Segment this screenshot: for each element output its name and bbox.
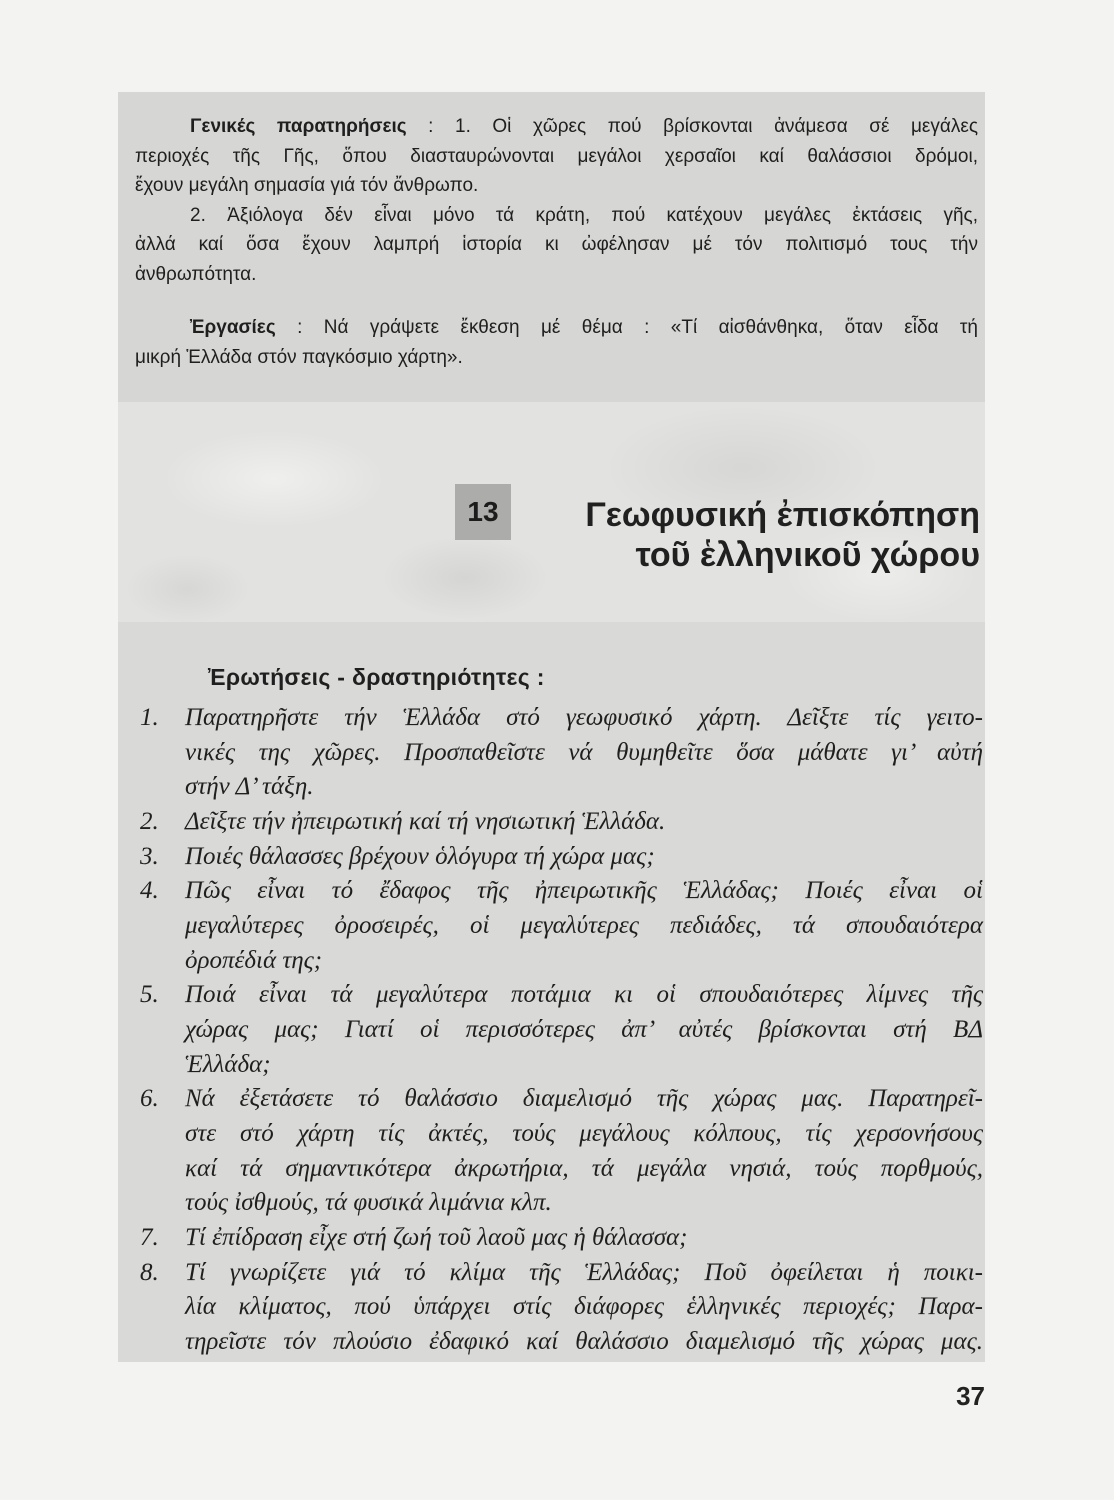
question-text [185,978,983,1082]
question-text [185,874,983,978]
question-line: λία κλίματος, πού ὑπάρχει στίς διάφορες ἑλληνικές περιοχές; Παρα- [185,1293,983,1321]
question-line: χώρας μας; Γιατί οἱ περισσότερες ἀπ’ αὐτές βρίσκονται στή ΒΔ [185,1015,983,1043]
question-number: 6. [140,1085,159,1113]
question-text [185,1221,983,1256]
question-item-8 [118,1256,985,1360]
general-notes-label: Γενικές παρατηρήσεις [190,116,407,137]
notes-text [135,112,978,372]
question-number: 8. [140,1258,159,1286]
chapter-number-badge: 13 [455,484,511,540]
question-item-4 [118,874,985,978]
general-notes-line-5: ἀλλά καί ὅσα ἔχουν λαμπρή ἱστορία κι ὠφέλησαν μέ τόν πολιτισμό τους τήν [135,234,978,256]
general-notes-line-2: περιοχές τῆς Γῆς, ὅπου διασταυρώνονται μεγάλοι χερσαῖοι καί θαλάσσιοι δρόμοι, [135,145,978,167]
question-line: Δεῖξτε τήν ἠπειρωτική καί τή νησιωτική Ἑλλάδα. [185,807,666,835]
general-notes-text: : 1. Οἱ χῶρες πού βρίσκονται ἀνάμεσα σέ μεγάλες [406,116,978,137]
question-line: στήν Δ’ τάξη. [185,773,314,801]
question-line: ὀροπέδιά της; [185,946,323,974]
question-number: 3. [140,842,159,870]
question-line: νικές της χῶρες. Προσπαθεῖστε νά θυμηθεῖτε ὅσα μάθατε γι’ αὐτή [185,738,983,766]
question-line: Ποιές θάλασσες βρέχουν ὁλόγυρα τή χώρα μας; [185,842,655,870]
chapter-title-line-1: Γεωφυσική ἐπισκόπηση [585,496,980,534]
question-item-7 [118,1221,985,1256]
question-line: Τί γνωρίζετε γιά τό κλίμα τῆς Ἑλλάδας; Ποῦ ὀφείλεται ἡ ποικι- [185,1258,983,1286]
question-line: καί τά σημαντικότερα ἀκρωτήρια, τά μεγάλα νησιά, τούς πορθμούς, [185,1154,983,1182]
question-item-3 [118,840,985,875]
questions-list [118,701,985,1359]
question-line: τηρεῖστε τόν πλούσιο ἐδαφικό καί θαλάσσιο διαμελισμό τῆς χώρας μας. [185,1327,983,1355]
general-notes-line-3: ἔχουν μεγάλη σημασία γιά τόν ἄνθρωπο. [135,175,479,197]
question-line: μεγαλύτερες ὀροσειρές, οἱ μεγαλύτερες πεδιάδες, τά σπουδαιότερα [185,911,983,939]
question-text [185,1256,983,1360]
question-text [185,1082,983,1221]
question-text [185,805,983,840]
question-line: Παρατηρῆστε τήν Ἑλλάδα στό γεωφυσικό χάρτη. Δεῖξτε τίς γειτο- [185,704,983,731]
tasks-line-2: μικρή Ἑλλάδα στόν παγκόσμιο χάρτη». [135,346,463,368]
question-line: Νά ἐξετάσετε τό θαλάσσιο διαμελισμό τῆς χώρας μας. Παρατηρεῖ- [185,1085,983,1113]
question-item-6 [118,1082,985,1221]
general-notes-line-4: 2. Ἀξιόλογα δέν εἶναι μόνο τά κράτη, πού κατέχουν μεγάλες ἐκτάσεις γῆς, [190,204,978,226]
question-line: τούς ἰσθμούς, τά φυσικά λιμάνια κλπ. [185,1189,552,1217]
question-line: Ποιά εἶναι τά μεγαλύτερα ποτάμια κι οἱ σπουδαιότερες λίμνες τῆς [185,981,983,1009]
question-item-5 [118,978,985,1082]
question-number: 5. [140,981,159,1009]
paragraph-gap [135,290,978,314]
general-notes-panel [118,92,985,402]
question-text [185,840,983,875]
question-text [185,701,983,805]
page-number: 37 [956,1381,985,1411]
general-notes-line-6: ἀνθρωπότητα. [135,263,257,285]
question-number: 2. [140,807,159,835]
question-number: 4. [140,877,159,905]
chapter-title-line-2: τοῦ ἑλληνικοῦ χώρου [635,536,980,574]
general-notes-line-1 [135,112,978,142]
tasks-text: : Νά γράψετε ἔκθεση μέ θέμα : «Τί αἰσθάνθηκα, ὅταν εἶδα τή [275,317,978,339]
question-line: στε στό χάρτη τίς ἀκτές, τούς μεγάλους κόλπους, τίς χερσονήσους [185,1119,983,1147]
question-number: 1. [140,704,159,731]
question-line: Πῶς εἶναι τό ἔδαφος τῆς ἠπειρωτικῆς Ἑλλάδας; Ποιές εἶναι οἱ [185,877,983,905]
questions-heading: Ἐρωτήσεις - δραστηριότητες : [208,664,545,690]
question-line: Ἑλλάδα; [185,1050,271,1078]
question-line: Τί ἐπίδραση εἶχε στή ζωή τοῦ λαοῦ μας ἡ θάλασσα; [185,1223,688,1251]
question-number: 7. [140,1223,159,1251]
tasks-line-1 [135,313,978,343]
chapter-title [585,495,980,575]
question-item-1 [118,701,985,805]
question-item-2 [118,805,985,840]
tasks-label: Ἐργασίες [190,317,276,339]
questions-panel [118,622,985,1362]
